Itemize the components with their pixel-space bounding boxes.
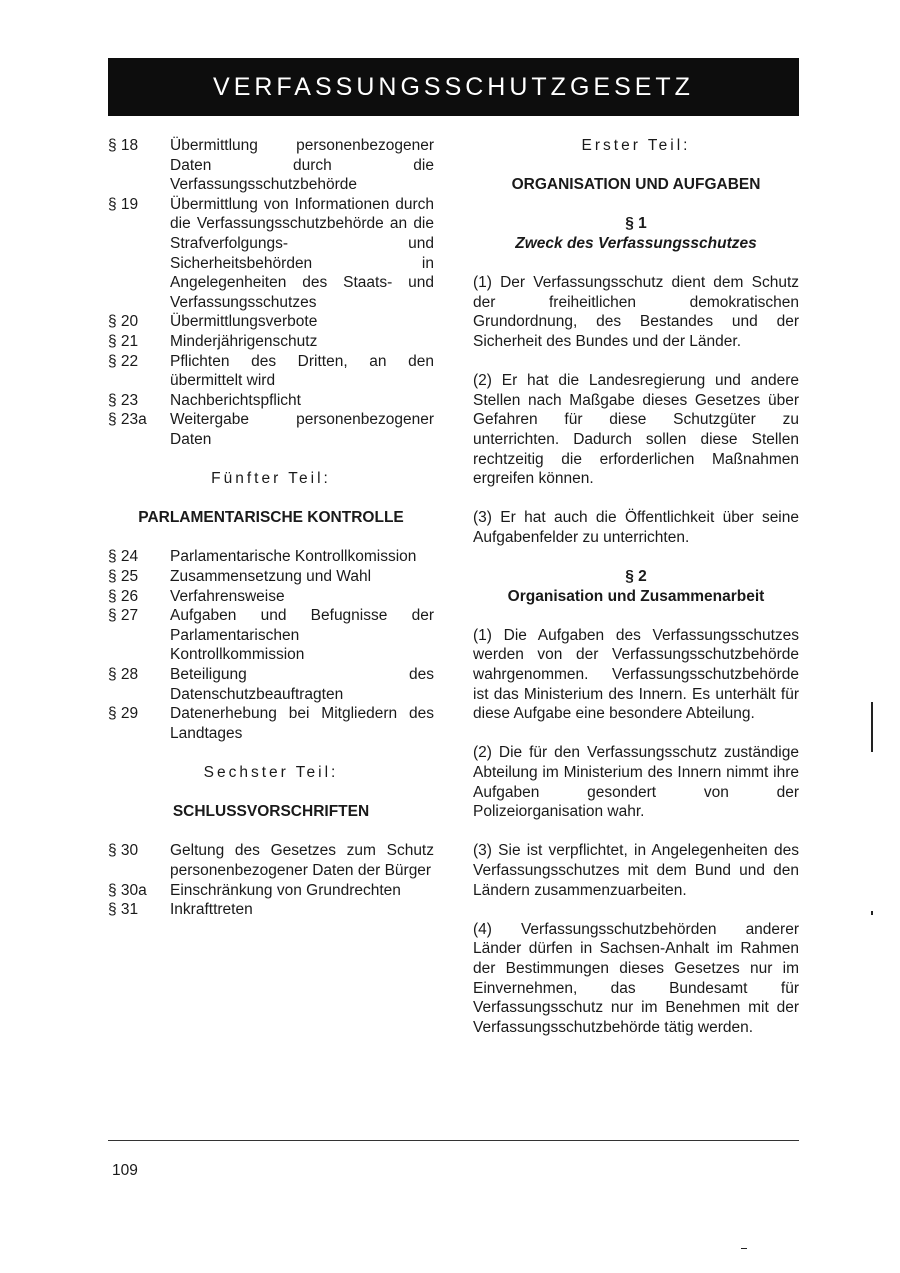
- toc-section-number: § 25: [108, 568, 139, 586]
- toc-list-part4: [108, 136, 434, 450]
- toc-entry: [108, 665, 434, 704]
- chapter-heading-1: ORGANISATION UND AUFGABEN: [511, 176, 761, 194]
- paragraph-1-3: (3) Er hat auch die Öffentlichkeit über seine Aufgabenfelder zu unterrichten.: [473, 509, 799, 546]
- toc-list-part5: [108, 547, 434, 743]
- toc-section-title: Parlamentarische Kontrollkomission: [170, 548, 417, 566]
- spacer: [473, 822, 799, 842]
- paragraph-2-1: (1) Die Aufgaben des Verfassungsschutzes werden von der Verfassungsschutzbehörde wahrgenommen. Verfassungsschutzbehörde ist das Ministerium des Innern. Es unterhält für diese Aufgabe eine besondere Abteilung.: [473, 626, 799, 723]
- toc-entry: [108, 332, 434, 352]
- toc-section-number: § 23a: [108, 411, 147, 429]
- toc-entry: [108, 352, 434, 391]
- toc-section-title: Verfahrensweise: [170, 587, 285, 605]
- toc-section-title: Minderjährigenschutz: [170, 332, 318, 350]
- spacer: [473, 352, 799, 372]
- spacer: [473, 254, 799, 274]
- toc-section-number: § 24: [108, 548, 139, 566]
- paragraph-2-4: (4) Verfassungsschutzbehörden anderer Länder dürfen in Sachsen-Anhalt im Rahmen der Bestimmungen dieses Gesetzes nur im Einvernehmen, das Bundesamt für Verfassungsschutz nur im Benehmen mit der Verfassungsschutzbehörde tätig werden.: [473, 920, 799, 1036]
- toc-entry: [108, 900, 434, 920]
- toc-section-title: Beteiligung des Datenschutzbeauftragten: [170, 666, 434, 703]
- paragraph-1-2: (2) Er hat die Landesregierung und andere Stellen nach Maßgabe dieses Gesetzes über Gefahren für diese Schutzgüter zu unterrichten. Dadurch sollen diese Stellen rechtzeitig die erforderlichen Maßnahmen ergreifen können.: [473, 372, 799, 488]
- page-number: 109: [112, 1162, 138, 1179]
- toc-section-number: § 31: [108, 901, 139, 919]
- spacer: [473, 489, 799, 509]
- spacer: [473, 606, 799, 626]
- spacer: [473, 724, 799, 744]
- toc-section-number: § 18: [108, 137, 139, 154]
- spacer: [108, 528, 434, 548]
- toc-section-title: Geltung des Gesetzes zum Schutz personenbezogener Daten der Bürger: [170, 842, 434, 879]
- toc-section-title: Übermittlung von Informationen durch die Verfassungsschutzbehörde an die Strafverfolgungs- und Sicherheitsbehörden in Angelegenheiten des Staats- und Verfassungsschutzes: [170, 195, 434, 311]
- spacer: [473, 156, 799, 176]
- toc-section-title: Aufgaben und Befugnisse der Parlamentarischen Kontrollkommission: [170, 607, 434, 664]
- left-column-toc: [108, 136, 434, 920]
- toc-entry: [108, 587, 434, 607]
- toc-section-title: Übermittlungsverbote: [170, 313, 318, 331]
- toc-entry: [108, 136, 434, 195]
- spacer: [473, 195, 799, 215]
- spacer: [108, 489, 434, 509]
- toc-section-number: § 27: [108, 607, 139, 625]
- toc-section-number: § 20: [108, 313, 139, 331]
- part-heading-1: Erster Teil:: [581, 137, 691, 154]
- toc-entry: [108, 410, 434, 449]
- toc-list-part6: [108, 841, 434, 919]
- toc-section-number: § 30a: [108, 881, 147, 899]
- toc-entry: [108, 547, 434, 567]
- section-number-1: § 1: [625, 215, 647, 233]
- spacer: [108, 783, 434, 803]
- toc-section-title: Datenerhebung bei Mitgliedern des Landtages: [170, 705, 434, 742]
- paragraph-2-2: (2) Die für den Verfassungsschutz zuständige Abteilung im Ministerium des Innern nimmt ihre Aufgaben gesondert von der Polizeiorganisation wahr.: [473, 744, 799, 821]
- toc-entry: [108, 881, 434, 901]
- toc-entry: [108, 567, 434, 587]
- toc-section-number: § 28: [108, 666, 139, 684]
- toc-section-title: Einschränkung von Grundrechten: [170, 881, 401, 899]
- toc-section-title: Zusammensetzung und Wahl: [170, 568, 372, 586]
- toc-section-number: § 22: [108, 352, 139, 370]
- toc-section-title: Übermittlung personenbezogener Daten durch die Verfassungsschutzbehörde: [170, 137, 434, 194]
- toc-section-number: § 26: [108, 587, 139, 605]
- margin-scan-mark: [871, 702, 873, 752]
- toc-section-number: § 23: [108, 391, 139, 409]
- toc-entry: [108, 704, 434, 743]
- spacer: [108, 822, 434, 842]
- section-number-2: § 2: [625, 568, 647, 586]
- section-title-2: Organisation und Zusammenarbeit: [507, 587, 765, 605]
- margin-scan-dot: [871, 911, 873, 915]
- toc-entry: [108, 312, 434, 332]
- chapter-heading-6: SCHLUSSVORSCHRIFTEN: [172, 803, 370, 821]
- toc-section-number: § 29: [108, 705, 139, 723]
- paragraph-1-1: (1) Der Verfassungsschutz dient dem Schutz der freiheitlichen demokratischen Grundordnung, des Bestandes und der Sicherheit des Bundes und der Länder.: [473, 274, 799, 350]
- law-title-banner: VERFASSUNGSSCHUTZGESETZ: [108, 58, 799, 116]
- toc-entry: [108, 606, 434, 665]
- toc-section-number: § 21: [108, 332, 139, 350]
- toc-section-number: § 19: [108, 195, 139, 213]
- toc-entry: [108, 195, 434, 313]
- toc-section-title: Weitergabe personenbezogener Daten: [170, 411, 434, 448]
- footer-divider: [108, 1140, 799, 1141]
- spacer: [108, 450, 434, 470]
- toc-entry: [108, 841, 434, 880]
- spacer: [108, 743, 434, 763]
- section-title-1: Zweck des Verfassungsschutzes: [515, 234, 757, 252]
- toc-section-number: § 30: [108, 842, 139, 860]
- toc-section-title: Pflichten des Dritten, an den übermittelt wird: [170, 352, 434, 390]
- margin-scan-dash: [741, 1248, 747, 1249]
- right-column-text: [473, 136, 799, 1037]
- spacer: [473, 547, 799, 567]
- toc-section-title: Inkrafttreten: [170, 901, 253, 919]
- chapter-heading-5: PARLAMENTARISCHE KONTROLLE: [138, 509, 404, 527]
- spacer: [473, 900, 799, 920]
- toc-section-title: Nachberichtspflicht: [170, 391, 301, 409]
- paragraph-2-3: (3) Sie ist verpflichtet, in Angelegenheiten des Verfassungsschutzes mit dem Bund und den Ländern zusammenzuarbeiten.: [473, 842, 799, 899]
- part-heading-5: Fünfter Teil:: [211, 470, 331, 488]
- toc-entry: [108, 391, 434, 411]
- part-heading-6: Sechster Teil:: [203, 764, 339, 781]
